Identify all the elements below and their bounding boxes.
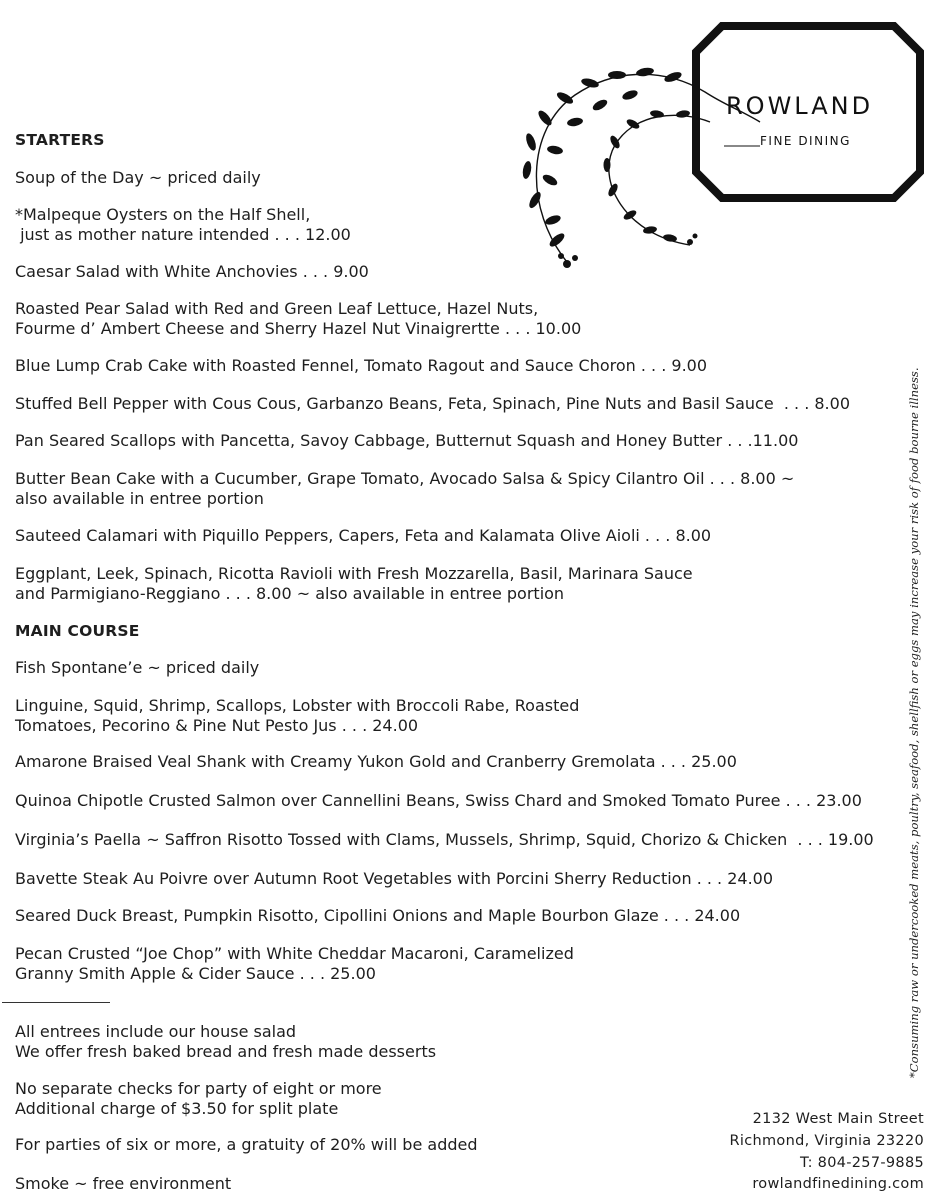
menu-item: Pecan Crusted “Joe Chop” with White Cheddar Macaroni, Caramelized Granny Smith Apple & Cider Sauce . . . 25.00 [15,944,574,983]
note: Smoke ~ free environment [15,1174,232,1193]
menu-item: Fish Spontane’e ~ priced daily [15,658,260,677]
menu-item: Pan Seared Scallops with Pancetta, Savoy Cabbage, Butternut Squash and Honey Butter . . .11.00 [15,431,799,450]
address-street: 2132 West Main Street [752,1111,924,1127]
menu-item: Quinoa Chipotle Crusted Salmon over Cannellini Beans, Swiss Chard and Smoked Tomato Puree . . . 23.00 [15,791,862,810]
address-city: Richmond, Virginia 23220 [729,1133,924,1149]
food-safety-disclaimer: *Consuming raw or undercooked meats, poultry, seafood, shellfish or eggs may increase your risk of food bourne illness. [907,367,921,1078]
logo-subtitle: FINE DINING [760,134,851,148]
website-link[interactable]: rowlandfinedining.com [752,1176,924,1192]
leaf-vine-icon [505,50,770,285]
menu-item: *Malpeque Oysters on the Half Shell, just as mother nature intended . . . 12.00 [15,205,351,244]
note: For parties of six or more, a gratuity of 20% will be added [15,1135,478,1154]
menu-item: Eggplant, Leek, Spinach, Ricotta Ravioli with Fresh Mozzarella, Basil, Marinara Sauce and Parmigiano-Reggiano . . . 8.00 ~ also available in entree portion [15,564,693,603]
menu-item: Sauteed Calamari with Piquillo Peppers, Capers, Feta and Kalamata Olive Aioli . . . 8.00 [15,526,712,545]
menu-item: Amarone Braised Veal Shank with Creamy Yukon Gold and Cranberry Gremolata . . . 25.00 [15,752,737,771]
address-phone: T: 804-257-9885 [800,1155,924,1171]
menu-item: Caesar Salad with White Anchovies . . . 9.00 [15,262,369,281]
menu-item: Blue Lump Crab Cake with Roasted Fennel, Tomato Ragout and Sauce Choron . . . 9.00 [15,356,708,375]
menu-item: Linguine, Squid, Shrimp, Scallops, Lobster with Broccoli Rabe, Roasted Tomatoes, Pecorino & Pine Nut Pesto Jus . . . 24.00 [15,696,580,735]
menu-item: Bavette Steak Au Poivre over Autumn Root Vegetables with Porcini Sherry Reduction . . . 24.00 [15,869,774,888]
note: No separate checks for party of eight or more Additional charge of $3.50 for split plate [15,1079,382,1118]
section-title-starters: STARTERS [15,131,105,149]
note: All entrees include our house salad We offer fresh baked bread and fresh made desserts [15,1022,437,1061]
section-title-main-course: MAIN COURSE [15,622,140,640]
logo-name: ROWLAND [726,92,874,120]
menu-item: Seared Duck Breast, Pumpkin Risotto, Cipollini Onions and Maple Bourbon Glaze . . . 24.00 [15,906,741,925]
menu-item: Virginia’s Paella ~ Saffron Risotto Tossed with Clams, Mussels, Shrimp, Squid, Chorizo & Chicken . . . 19.00 [15,830,874,849]
menu-item: Stuffed Bell Pepper with Cous Cous, Garbanzo Beans, Feta, Spinach, Pine Nuts and Basil Sauce . . . 8.00 [15,394,850,413]
menu-item: Roasted Pear Salad with Red and Green Leaf Lettuce, Hazel Nuts, Fourme d’ Ambert Cheese and Sherry Hazel Nut Vinaigrertte . . . 10.00 [15,299,582,338]
menu-item: Soup of the Day ~ priced daily [15,168,261,187]
menu-item: Butter Bean Cake with a Cucumber, Grape Tomato, Avocado Salsa & Spicy Cilantro Oil . . . 8.00 ~ also available in entree portion [15,469,795,508]
divider [2,1002,110,1003]
